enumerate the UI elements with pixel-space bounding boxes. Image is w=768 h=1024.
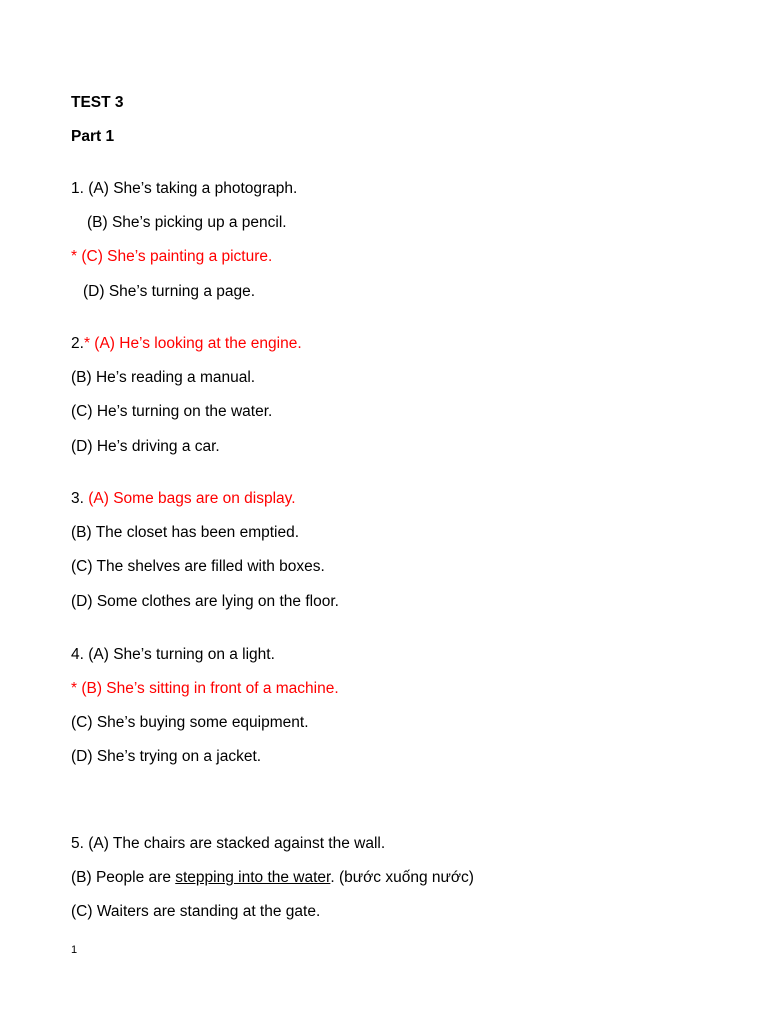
q3-option-b: (B) The closet has been emptied. <box>71 524 300 541</box>
q1-option-c-answer: * (C) She’s painting a picture. <box>71 248 273 265</box>
q3-option-a <box>71 489 296 509</box>
q5-option-a: 5. (A) The chairs are stacked against the wall. <box>71 835 386 852</box>
test-title: TEST 3 <box>71 94 124 111</box>
q2-option-a <box>71 334 302 354</box>
q3-option-c: (C) The shelves are filled with boxes. <box>71 558 325 575</box>
q5-b-translation: . (bước xuống nước) <box>330 869 474 886</box>
q4-option-b-answer: * (B) She’s sitting in front of a machine. <box>71 680 339 697</box>
q5-option-b <box>71 868 474 888</box>
part-title: Part 1 <box>71 128 115 145</box>
q4-option-a: 4. (A) She’s turning on a light. <box>71 646 275 663</box>
q2-answer: * (A) He’s looking at the engine. <box>83 335 302 352</box>
q4-option-d: (D) She’s trying on a jacket. <box>71 748 262 765</box>
q5-b-underlined-phrase: stepping into the water <box>175 869 331 886</box>
q2-option-d: (D) He’s driving a car. <box>71 438 220 455</box>
q3-option-d: (D) Some clothes are lying on the floor. <box>71 593 339 610</box>
q5-b-prefix: (B) People are <box>71 869 176 886</box>
q1-option-a: 1. (A) She’s taking a photograph. <box>71 180 298 197</box>
q5-option-c: (C) Waiters are standing at the gate. <box>71 903 321 920</box>
q4-option-c: (C) She’s buying some equipment. <box>71 714 309 731</box>
q2-number: 2. <box>71 335 84 352</box>
q3-answer: (A) Some bags are on display. <box>88 490 296 507</box>
q3-number: 3. <box>71 490 89 507</box>
q1-option-d: (D) She’s turning a page. <box>83 283 256 300</box>
q2-option-c: (C) He’s turning on the water. <box>71 403 273 420</box>
q2-option-b: (B) He’s reading a manual. <box>71 369 256 386</box>
page-number: 1 <box>71 944 78 956</box>
q1-option-b: (B) She’s picking up a pencil. <box>87 214 287 231</box>
